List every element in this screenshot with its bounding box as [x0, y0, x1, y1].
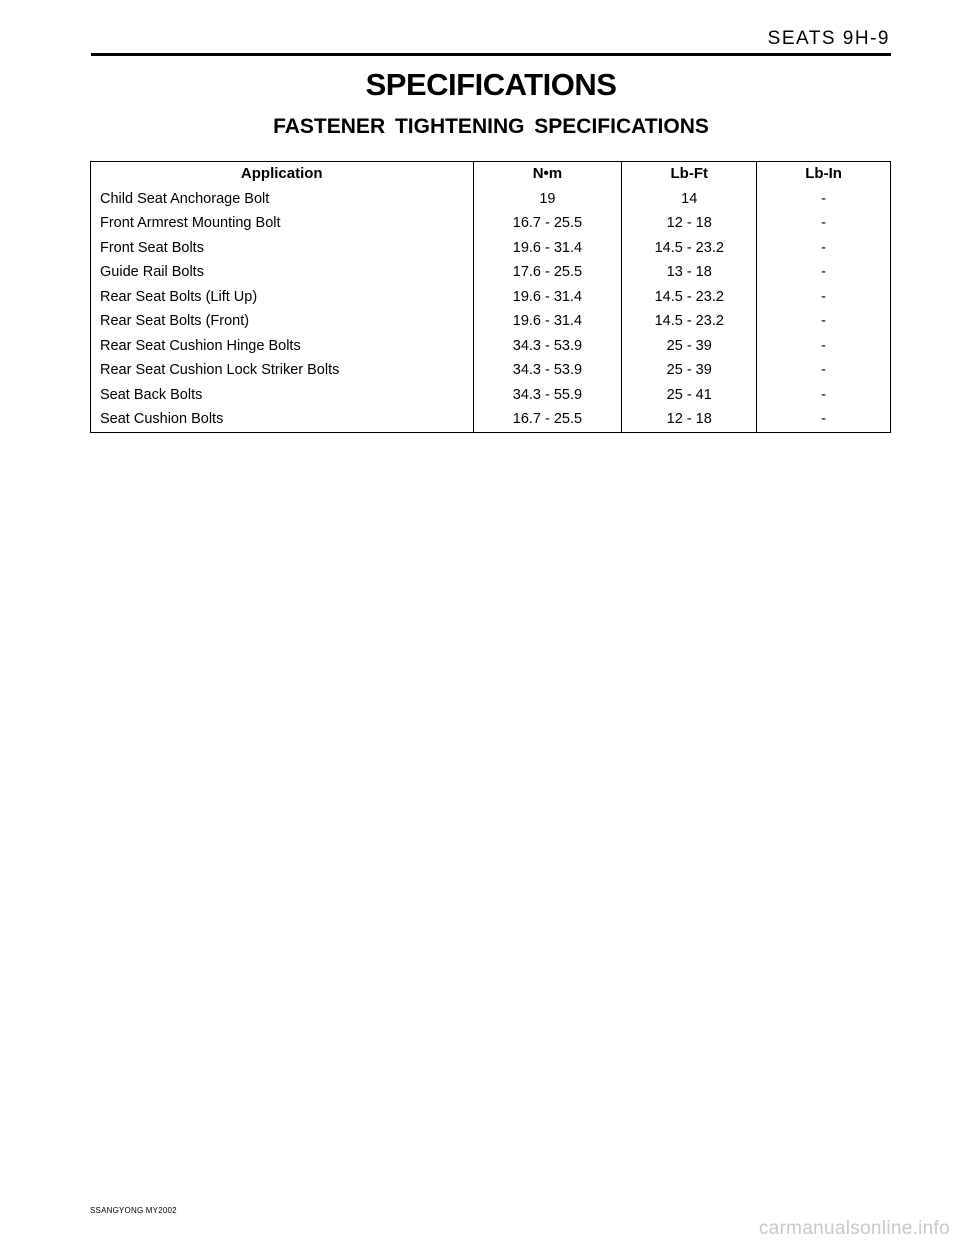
cell-lb-in: - — [757, 260, 891, 285]
table-row — [91, 187, 891, 212]
cell-nm: 19.6 - 31.4 — [473, 236, 622, 261]
cell-application: Seat Cushion Bolts — [91, 407, 474, 432]
cell-nm: 16.7 - 25.5 — [473, 407, 622, 432]
cell-lb-ft: 12 - 18 — [622, 407, 757, 432]
cell-nm: 19.6 - 31.4 — [473, 309, 622, 334]
cell-lb-in: - — [757, 407, 891, 432]
table-row — [91, 309, 891, 334]
cell-lb-ft: 14 — [622, 187, 757, 212]
cell-nm: 34.3 - 53.9 — [473, 334, 622, 359]
cell-lb-ft: 14.5 - 23.2 — [622, 236, 757, 261]
cell-application: Front Armrest Mounting Bolt — [91, 211, 474, 236]
cell-lb-in: - — [757, 236, 891, 261]
cell-lb-in: - — [757, 334, 891, 359]
cell-lb-ft: 14.5 - 23.2 — [622, 285, 757, 310]
column-header-lb-in: Lb-In — [757, 162, 891, 187]
cell-lb-ft: 14.5 - 23.2 — [622, 309, 757, 334]
cell-application: Rear Seat Cushion Lock Striker Bolts — [91, 358, 474, 383]
table-row — [91, 211, 891, 236]
cell-application: Rear Seat Bolts (Front) — [91, 309, 474, 334]
cell-nm: 34.3 - 55.9 — [473, 383, 622, 408]
cell-application: Seat Back Bolts — [91, 383, 474, 408]
table-row — [91, 285, 891, 310]
fastener-spec-table — [90, 161, 891, 433]
cell-nm: 34.3 - 53.9 — [473, 358, 622, 383]
cell-lb-in: - — [757, 187, 891, 212]
page-footer: SSANGYONG MY2002 — [90, 1206, 177, 1215]
header-rule — [91, 53, 891, 56]
cell-lb-in: - — [757, 309, 891, 334]
cell-lb-ft: 25 - 41 — [622, 383, 757, 408]
cell-lb-in: - — [757, 285, 891, 310]
cell-application: Child Seat Anchorage Bolt — [91, 187, 474, 212]
column-header-nm: N•m — [473, 162, 622, 187]
cell-nm: 19 — [473, 187, 622, 212]
table-row — [91, 407, 891, 432]
cell-lb-ft: 25 - 39 — [622, 358, 757, 383]
cell-application: Rear Seat Bolts (Lift Up) — [91, 285, 474, 310]
table-row — [91, 260, 891, 285]
table-row — [91, 383, 891, 408]
cell-application: Front Seat Bolts — [91, 236, 474, 261]
cell-application: Guide Rail Bolts — [91, 260, 474, 285]
cell-nm: 17.6 - 25.5 — [473, 260, 622, 285]
cell-lb-ft: 13 - 18 — [622, 260, 757, 285]
page-title: SPECIFICATIONS — [365, 67, 617, 102]
table-row — [91, 334, 891, 359]
cell-lb-in: - — [757, 358, 891, 383]
watermark: carmanualsonline.info — [758, 1218, 950, 1239]
cell-nm: 16.7 - 25.5 — [473, 211, 622, 236]
cell-nm: 19.6 - 31.4 — [473, 285, 622, 310]
cell-lb-in: - — [757, 211, 891, 236]
table-row — [91, 358, 891, 383]
column-header-lb-ft: Lb-Ft — [622, 162, 757, 187]
cell-lb-ft: 25 - 39 — [622, 334, 757, 359]
column-header-application: Application — [91, 162, 474, 187]
page-header-section-label: SEATS 9H-9 — [767, 28, 890, 49]
cell-lb-in: - — [757, 383, 891, 408]
section-title: FASTENER TIGHTENING SPECIFICATIONS — [273, 115, 709, 138]
cell-application: Rear Seat Cushion Hinge Bolts — [91, 334, 474, 359]
table-header-row — [91, 162, 891, 187]
table-row — [91, 236, 891, 261]
cell-lb-ft: 12 - 18 — [622, 211, 757, 236]
